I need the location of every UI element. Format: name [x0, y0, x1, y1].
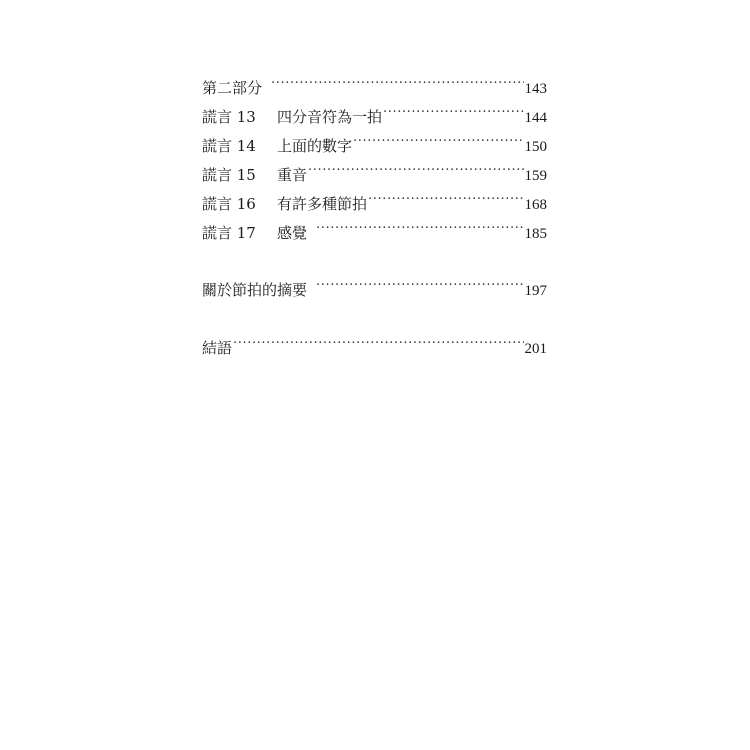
- toc-entry-page: 150: [524, 139, 547, 155]
- dot-leader: [316, 209, 523, 238]
- toc-entry-summary: [202, 266, 547, 299]
- toc-entry-part-two: [202, 64, 547, 97]
- toc-entry-title: 四分音符為一拍: [277, 108, 383, 126]
- toc-entry-title: 上面的數字: [277, 137, 353, 155]
- toc-entry-label: 謊言 16: [202, 195, 256, 213]
- toc-entry-title: 關於節拍的摘要: [202, 281, 308, 299]
- toc-entry-page: 197: [524, 283, 547, 299]
- toc-entry-page: 159: [524, 168, 547, 184]
- toc-entry-title: 有許多種節拍: [277, 195, 368, 213]
- toc-entry-title: 重音: [277, 166, 308, 184]
- toc-entry-label: 謊言 17: [202, 224, 256, 242]
- dot-leader: [368, 180, 523, 209]
- toc-entry-page: 168: [524, 197, 547, 213]
- dot-leader: [353, 122, 523, 151]
- toc-entry-title: 結語: [202, 339, 233, 357]
- toc-entry-title: 感覺: [277, 224, 308, 242]
- dot-leader: [233, 324, 523, 353]
- dot-leader: [316, 266, 523, 295]
- dot-leader: [383, 93, 523, 122]
- toc-entry-title: 第二部分: [202, 79, 263, 97]
- table-of-contents: [202, 64, 547, 357]
- toc-entry-page: 144: [524, 110, 547, 126]
- dot-leader: [271, 64, 523, 93]
- toc-entry-label: 謊言 15: [202, 166, 256, 184]
- toc-entry-label: 謊言 13: [202, 108, 256, 126]
- toc-entry-page: 201: [524, 341, 547, 357]
- dot-leader: [308, 151, 523, 180]
- toc-entry-conclusion: [202, 324, 547, 357]
- toc-entry-label: 謊言 14: [202, 137, 256, 155]
- toc-entry-page: 185: [524, 226, 547, 242]
- toc-entry-page: 143: [524, 81, 547, 97]
